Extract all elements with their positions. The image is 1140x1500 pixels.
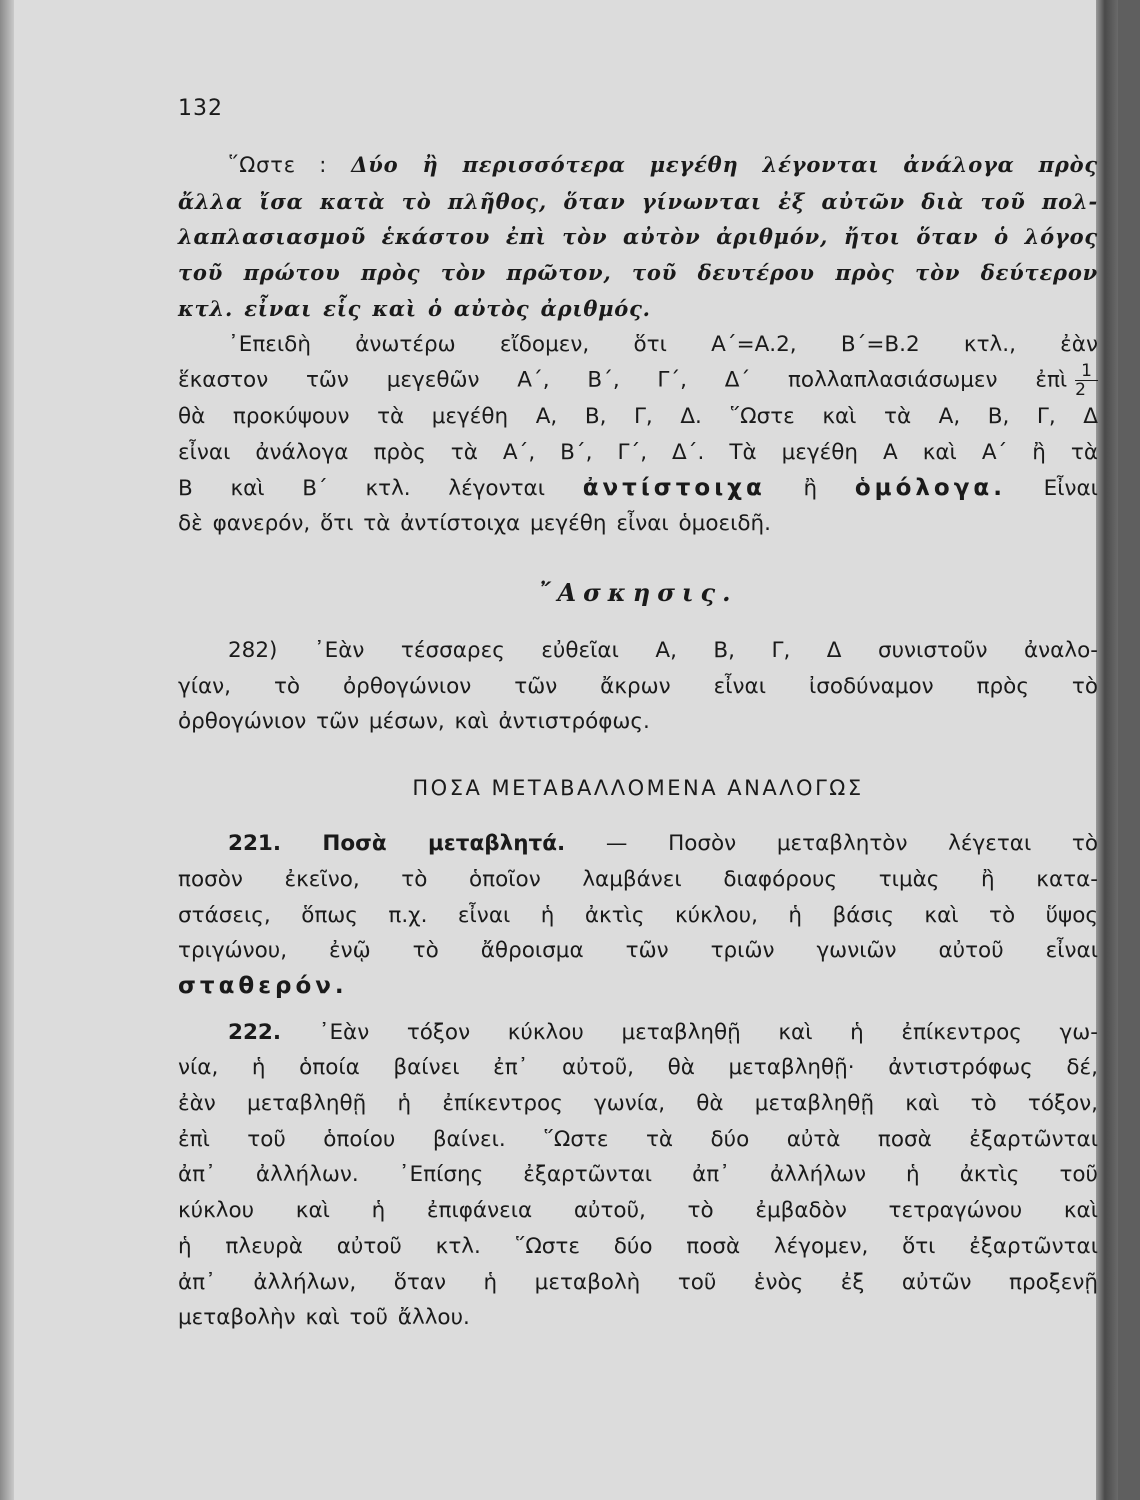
- exercise-heading: ῎Ασκησις.: [538, 578, 738, 608]
- text-line: νία, ἡ ὁποία βαίνει ἐπ᾿ αὐτοῦ, θὰ μεταβληθῇ· ἀντιστρόφως δέ,: [178, 1055, 1098, 1081]
- paragraph-correspondence: [178, 327, 1098, 543]
- theorem-text: Δύο ἢ περισσότερα μεγέθη λέγονται ἀνάλογα πρὸς: [351, 152, 1099, 177]
- text-line: [178, 826, 1098, 862]
- page-number: 132: [178, 96, 223, 121]
- section-221: [178, 826, 1098, 1005]
- theorem-line: [178, 147, 1098, 184]
- text-line: ᾿Επειδὴ ἀνωτέρω εἴδομεν, ὅτι Α΄=Α.2, Β΄=Β.2 κτλ., ἐὰν: [228, 331, 1098, 357]
- section-222: [178, 1015, 1098, 1336]
- term-statheron: σταθερόν.: [178, 972, 348, 999]
- text-line: κύκλου καὶ ἡ ἐπιφάνεια αὐτοῦ, τὸ ἐμβαδὸν τετραγώνου καὶ: [178, 1198, 1098, 1224]
- text-line: γίαν, τὸ ὀρθογώνιον τῶν ἄκρων εἶναι ἰσοδύναμον πρὸς τὸ: [178, 673, 1098, 699]
- text-line: ὀρθογώνιον τῶν μέσων, καὶ ἀντιστρόφως.: [178, 709, 650, 735]
- fraction-one-half: [1075, 362, 1098, 399]
- page-edge: [0, 0, 14, 1500]
- fraction-denominator: 2: [1075, 380, 1086, 401]
- theorem-line: λαπλασιασμοῦ ἑκάστου ἐπὶ τὸν αὐτὸν ἀριθμόν, ἤτοι ὅταν ὁ λόγος: [178, 224, 1098, 250]
- text-segment: — Ποσὸν μεταβλητὸν λέγεται τὸ: [605, 831, 1098, 857]
- book-spine: [1096, 0, 1118, 1500]
- text-line: δὲ φανερόν, ὅτι τὰ ἀντίστοιχα μεγέθη εἶναι ὁμοειδῆ.: [178, 511, 772, 537]
- text-line: τριγώνου, ἐνῷ τὸ ἄθροισμα τῶν τριῶν γωνιῶν αὐτοῦ εἶναι: [178, 938, 1098, 964]
- text-line: 282) ᾿Εὰν τέσσαρες εὐθεῖαι Α, Β, Γ, Δ συνιστοῦν ἀναλο-: [228, 638, 1098, 664]
- text-segment: Εἶναι: [1043, 475, 1098, 501]
- page-content: [178, 96, 1098, 1336]
- term-antistoicha: ἀντίστοιχα: [582, 474, 766, 501]
- section-heading: ΠΟΣΑ ΜΕΤΑΒΑΛΛΟΜΕΝΑ ΑΝΑΛΟΓΩΣ: [412, 776, 864, 801]
- term-homologa: ὁμόλογα.: [854, 474, 1006, 501]
- text-segment: ἕκαστον τῶν μεγεθῶν Α΄, Β΄, Γ΄, Δ΄ πολλαπλασιάσωμεν ἐπὶ: [178, 367, 1068, 393]
- theorem-prefix: ῞Ωστε :: [228, 153, 328, 177]
- text-line: ἐὰν μεταβληθῇ ἡ ἐπίκεντρος γωνία, θὰ μεταβληθῇ καὶ τὸ τόξον,: [178, 1091, 1098, 1117]
- text-line: [178, 1015, 1098, 1051]
- text-line: [178, 471, 1098, 507]
- text-line: ἡ πλευρὰ αὐτοῦ κτλ. ῞Ωστε δύο ποσὰ λέγομεν, ὅτι ἐξαρτῶνται: [178, 1233, 1098, 1259]
- text-line: στάσεις, ὅπως π.χ. εἶναι ἡ ἀκτὶς κύκλου, ἡ βάσις καὶ τὸ ὕψος: [178, 902, 1098, 928]
- section-label-222: 222.: [228, 1019, 282, 1045]
- section-label-221: 221. Ποσὰ μεταβλητά.: [228, 831, 566, 857]
- theorem-line: ἄλλα ἴσα κατὰ τὸ πλῆθος, ὅταν γίνωνται ἐξ αὐτῶν διὰ τοῦ πολ-: [178, 188, 1098, 214]
- text-segment: ἢ: [803, 475, 818, 501]
- text-line: ἀπ᾿ ἀλλήλων. ᾿Επίσης ἐξαρτῶνται ἀπ᾿ ἀλλήλων ἡ ἀκτὶς τοῦ: [178, 1162, 1098, 1188]
- theorem-line: τοῦ πρώτου πρὸς τὸν πρῶτον, τοῦ δευτέρου πρὸς τὸν δεύτερον: [178, 260, 1098, 286]
- text-segment: ᾿Εὰν τόξον κύκλου μεταβληθῇ καὶ ἡ ἐπίκεντρος γω-: [318, 1019, 1098, 1045]
- text-segment: Β καὶ Β΄ κτλ. λέγονται: [178, 475, 545, 501]
- text-line: μεταβολὴν καὶ τοῦ ἄλλου.: [178, 1305, 470, 1331]
- text-line: εἶναι ἀνάλογα πρὸς τὰ Α΄, Β΄, Γ΄, Δ΄. Τὰ μεγέθη Α καὶ Α΄ ἢ τὰ: [178, 439, 1098, 465]
- text-line: [178, 362, 1098, 399]
- exercise-282: [178, 633, 1098, 740]
- fraction-numerator: 1: [1075, 362, 1098, 381]
- theorem-block: [178, 147, 1098, 327]
- text-line: ἐπὶ τοῦ ὁποίου βαίνει. ῞Ωστε τὰ δύο αὐτὰ ποσὰ ἐξαρτῶνται: [178, 1126, 1098, 1152]
- theorem-line: κτλ. εἶναι εἷς καὶ ὁ αὐτὸς ἀριθμός.: [178, 295, 651, 321]
- text-line: ἀπ᾿ ἀλλήλων, ὅταν ἡ μεταβολὴ τοῦ ἑνὸς ἐξ αὐτῶν προξενῇ: [178, 1269, 1098, 1295]
- text-line: ποσὸν ἐκεῖνο, τὸ ὁποῖον λαμβάνει διαφόρους τιμὰς ἢ κατα-: [178, 866, 1098, 892]
- text-line: θὰ προκύψουν τὰ μεγέθη Α, Β, Γ, Δ. ῞Ωστε καὶ τὰ Α, Β, Γ, Δ: [178, 404, 1098, 430]
